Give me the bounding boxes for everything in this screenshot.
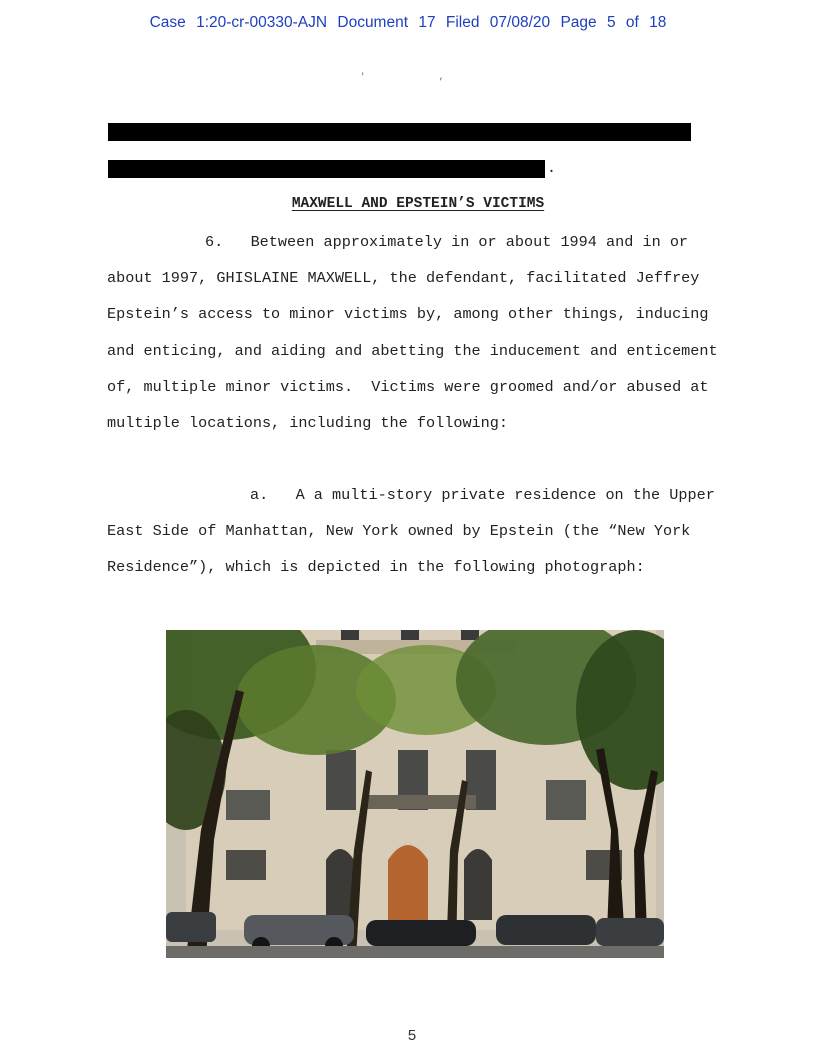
- redaction-bar: [108, 123, 691, 141]
- paragraph-6: 6. Between approximately in or about 1994 and in or about 1997, GHISLAINE MAXWELL, the defendant, facilitated Jeffrey Epstein’s access to minor victims by, among other things, inducing and enticing, and aiding and abetting the inducement and enticement of, multiple minor victims. Victims were groomed and/or abused at multiple locations, including the following:: [107, 233, 718, 433]
- case-header: [0, 14, 816, 32]
- residence-photograph: [166, 630, 664, 958]
- redaction-period: .: [547, 160, 557, 177]
- page-number: 5: [407, 1028, 417, 1045]
- section-heading: MAXWELL AND EPSTEIN’S VICTIMS: [291, 196, 545, 212]
- scan-specks: ' ,: [360, 72, 479, 82]
- document-number: Document 17: [337, 14, 436, 31]
- redaction-bar: [108, 160, 545, 178]
- filed-date: Filed 07/08/20: [445, 14, 551, 31]
- paragraph-a: a. A a multi-story private residence on the Upper East Side of Manhattan, New York owned by Epstein (the “New York Residence”), which is depicted in the following photograph:: [107, 486, 715, 577]
- page-indicator: Page 5 of 18: [560, 14, 667, 31]
- case-number: Case 1:20-cr-00330-AJN: [149, 14, 328, 31]
